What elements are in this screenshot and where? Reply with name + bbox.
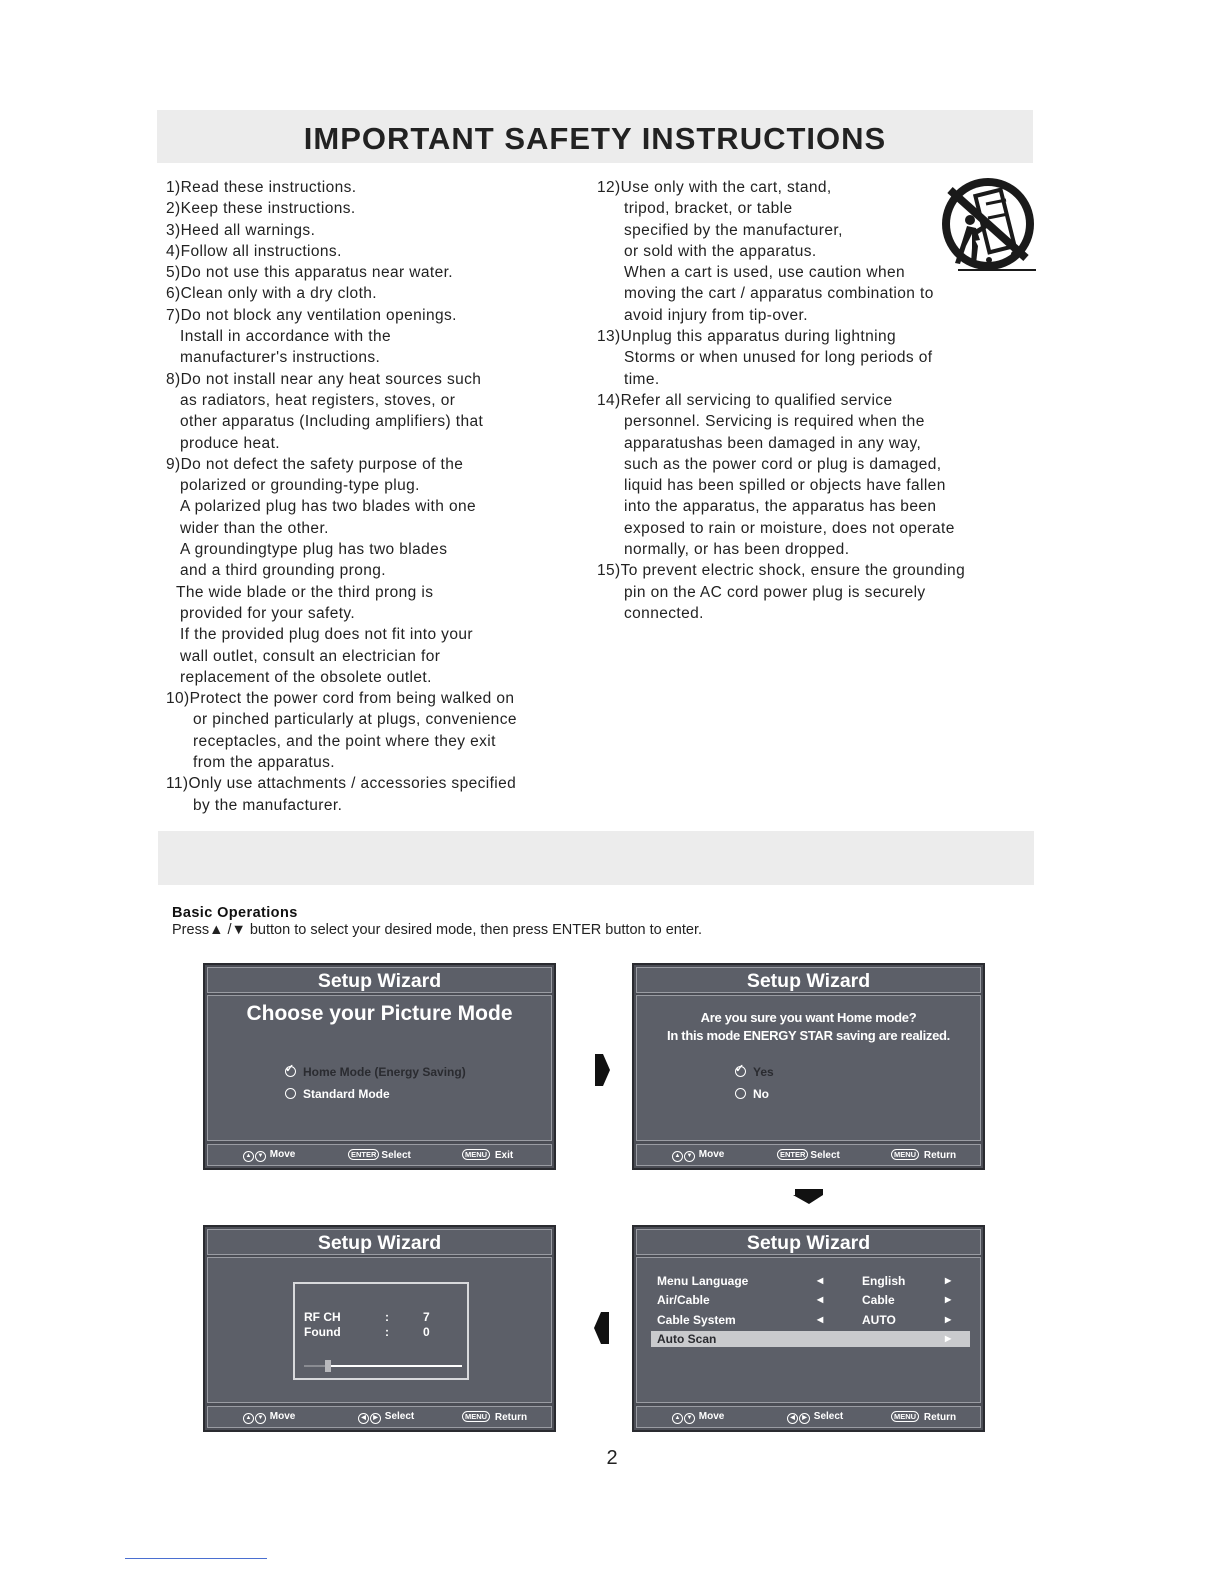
option-yes[interactable]: ✓ Yes	[735, 1063, 774, 1079]
instruction-line: tripod, bracket, or table	[624, 200, 793, 218]
footer-select: ENTER Select	[348, 1149, 411, 1161]
instruction-line: such as the power cord or plug is damaged,	[624, 455, 942, 473]
up-arrow-icon: ▲	[243, 1413, 254, 1424]
option-home-mode[interactable]: ✓ Home Mode (Energy Saving)	[285, 1063, 466, 1079]
footer-rule	[125, 1558, 267, 1559]
left-arrow-icon: ◀	[817, 1276, 824, 1285]
instruction-line: 4)Follow all instructions.	[166, 242, 342, 260]
instruction-line: A groundingtype plug has two blades	[180, 541, 448, 559]
instruction-line: into the apparatus, the apparatus has been	[624, 498, 937, 516]
up-arrow-icon: ▲	[672, 1151, 683, 1162]
footer-select: ◀ ▶ Select	[787, 1411, 843, 1424]
instruction-line: receptacles, and the point where they exit	[193, 732, 496, 750]
instruction-line: A polarized plug has two blades with one	[180, 498, 477, 516]
scan-progress-knob	[325, 1360, 331, 1372]
setting-row-cable-system[interactable]: Cable System ◀ AUTO ▶	[657, 1313, 952, 1327]
rf-channel-value: 7	[423, 1310, 430, 1324]
instruction-line: or sold with the apparatus.	[624, 242, 817, 260]
footer-move: ▲ ▼ Move	[243, 1149, 295, 1162]
screen-body	[207, 1257, 552, 1403]
footer-select: ENTER Select	[777, 1149, 840, 1161]
cart-tip-over-warning-icon	[936, 174, 1040, 278]
found-label: Found	[304, 1325, 341, 1339]
basic-operations-instruction: Press▲ /▼ button to select your desired mode, then press ENTER button to enter.	[172, 922, 703, 938]
instruction-line: avoid injury from tip-over.	[624, 306, 808, 324]
footer-move: ▲ ▼ Move	[672, 1149, 724, 1162]
instruction-line: wall outlet, consult an electrician for	[180, 647, 441, 665]
instruction-line: Storms or when unused for long periods of	[624, 349, 933, 367]
up-arrow-icon: ▲	[672, 1413, 683, 1424]
option-no[interactable]: No	[735, 1087, 769, 1101]
left-arrow-icon: ◀	[358, 1413, 369, 1424]
instruction-line: The wide blade or the third prong is	[176, 583, 434, 601]
instructions-left-column	[166, 177, 586, 816]
instruction-line: When a cart is used, use caution when	[624, 264, 906, 282]
up-arrow-icon: ▲	[243, 1151, 254, 1162]
instruction-line: as radiators, heat registers, stoves, or	[180, 391, 456, 409]
instruction-line: wider than the other.	[180, 519, 329, 537]
scan-progress-track	[304, 1365, 462, 1367]
left-arrow-icon	[593, 1306, 611, 1350]
instruction-line: normally, or has been dropped.	[624, 541, 850, 559]
instruction-line: liquid has been spilled or objects have fallen	[624, 477, 946, 495]
screen-title: Setup Wizard	[207, 967, 552, 993]
page-number: 2	[606, 1447, 618, 1469]
instruction-line: other apparatus (Including amplifiers) that	[180, 413, 484, 431]
instruction-line: produce heat.	[180, 434, 280, 452]
right-arrow-icon	[593, 1048, 611, 1092]
screen-body	[636, 995, 981, 1141]
option-standard-mode[interactable]: Standard Mode	[285, 1087, 390, 1101]
screen-body	[207, 995, 552, 1141]
down-arrow-icon: ▼	[684, 1151, 695, 1162]
instruction-line: moving the cart / apparatus combination to	[624, 285, 934, 303]
menu-key-icon: MENU	[462, 1411, 490, 1422]
screen-title: Setup Wizard	[636, 1229, 981, 1255]
instruction-line: from the apparatus.	[193, 754, 336, 772]
instruction-line: and a third grounding prong.	[180, 562, 386, 580]
screen-footer	[636, 1406, 981, 1428]
confirm-question: Are you sure you want Home mode?	[700, 1010, 917, 1025]
instruction-line: 8)Do not install near any heat sources such	[166, 370, 482, 388]
down-arrow-icon: ▼	[255, 1151, 266, 1162]
footer-move: ▲ ▼ Move	[243, 1411, 295, 1424]
title-band	[157, 110, 1033, 163]
screen-footer	[636, 1144, 981, 1166]
instruction-line: 6)Clean only with a dry cloth.	[166, 285, 378, 303]
instruction-line: 1)Read these instructions.	[166, 179, 357, 196]
setting-row-menu-language[interactable]: Menu Language ◀ English ▶	[657, 1274, 952, 1288]
right-arrow-icon: ▶	[799, 1413, 810, 1424]
section-band	[158, 831, 1034, 885]
instruction-line: 12)Use only with the cart, stand,	[597, 179, 832, 196]
instruction-line: provided for your safety.	[180, 604, 356, 622]
confirm-explanation: In this mode ENERGY STAR saving are realized.	[667, 1028, 950, 1043]
checked-radio-icon: ✓	[735, 1063, 745, 1075]
setting-row-air-cable[interactable]: Air/Cable ◀ Cable ▶	[657, 1293, 952, 1307]
instruction-line: apparatushas been damaged in any way,	[624, 434, 922, 452]
screen-title: Setup Wizard	[636, 967, 981, 993]
scan-status-box	[293, 1282, 469, 1380]
setting-row-auto-scan[interactable]: Auto Scan ▶	[651, 1331, 970, 1347]
right-arrow-icon: ▶	[370, 1413, 381, 1424]
screen-title: Setup Wizard	[207, 1229, 552, 1255]
right-arrow-icon: ▶	[945, 1295, 952, 1304]
colon: :	[385, 1310, 389, 1324]
instruction-line: 15)To prevent electric shock, ensure the grounding	[597, 562, 966, 580]
footer-select: ◀ ▶ Select	[358, 1411, 414, 1424]
instruction-line: If the provided plug does not fit into your	[180, 626, 473, 644]
right-arrow-icon: ▶	[945, 1315, 952, 1324]
colon: :	[385, 1325, 389, 1339]
footer-return: MENU Return	[891, 1411, 956, 1423]
footer-return: MENU Return	[462, 1411, 527, 1423]
page-title: IMPORTANT SAFETY INSTRUCTIONS	[303, 121, 887, 156]
picture-mode-heading: Choose your Picture Mode	[246, 1002, 513, 1025]
instruction-line: replacement of the obsolete outlet.	[180, 668, 432, 686]
down-arrow-icon	[787, 1187, 831, 1205]
instruction-line: connected.	[624, 604, 704, 622]
instruction-line: polarized or grounding-type plug.	[180, 477, 420, 495]
screen-setup-settings	[632, 1225, 985, 1432]
down-arrow-icon: ▼	[255, 1413, 266, 1424]
instruction-line: 5)Do not use this apparatus near water.	[166, 264, 454, 282]
menu-key-icon: MENU	[891, 1149, 919, 1160]
right-arrow-icon: ▶	[945, 1334, 952, 1343]
instruction-line: 3)Heed all warnings.	[166, 221, 316, 239]
instruction-line: 7)Do not block any ventilation openings.	[166, 306, 457, 324]
screen-confirm-home-mode	[632, 963, 985, 1170]
enter-key-icon: ENTER	[348, 1149, 379, 1160]
instruction-line: personnel. Servicing is required when the	[624, 413, 925, 431]
instruction-line: 9)Do not defect the safety purpose of the	[166, 455, 464, 473]
checked-radio-icon: ✓	[285, 1063, 295, 1075]
footer-exit: MENU Exit	[462, 1149, 513, 1161]
instruction-line: 2)Keep these instructions.	[166, 200, 356, 218]
instruction-line: time.	[624, 370, 660, 388]
instruction-line: 13)Unplug this apparatus during lightning	[597, 328, 897, 346]
found-value: 0	[423, 1325, 430, 1339]
instruction-line: pin on the AC cord power plug is securely	[624, 583, 926, 601]
instruction-line: 14)Refer all servicing to qualified service	[597, 391, 893, 409]
screen-picture-mode	[203, 963, 556, 1170]
instruction-line: or pinched particularly at plugs, convenience	[193, 711, 517, 729]
footer-move: ▲ ▼ Move	[672, 1411, 724, 1424]
screen-footer	[207, 1144, 552, 1166]
menu-key-icon: MENU	[462, 1149, 490, 1160]
radio-icon	[735, 1088, 746, 1099]
left-arrow-icon: ◀	[787, 1413, 798, 1424]
left-arrow-icon: ◀	[817, 1295, 824, 1304]
instruction-line: by the manufacturer.	[193, 796, 343, 814]
left-arrow-icon: ◀	[817, 1315, 824, 1324]
screen-channel-scan	[203, 1225, 556, 1432]
screen-body	[636, 1257, 981, 1403]
right-arrow-icon: ▶	[945, 1276, 952, 1285]
radio-icon	[285, 1088, 296, 1099]
footer-return: MENU Return	[891, 1149, 956, 1161]
instruction-line: exposed to rain or moisture, does not operate	[624, 519, 955, 537]
down-arrow-icon: ▼	[684, 1413, 695, 1424]
screen-footer	[207, 1406, 552, 1428]
basic-operations-heading: Basic Operations	[172, 905, 298, 921]
instruction-line: Install in accordance with the	[180, 328, 392, 346]
instruction-line: 11)Only use attachments / accessories specified	[166, 775, 517, 793]
instruction-line: specified by the manufacturer,	[624, 221, 843, 239]
enter-key-icon: ENTER	[777, 1149, 808, 1160]
rf-channel-label: RF CH	[304, 1310, 341, 1324]
instruction-line: 10)Protect the power cord from being walked on	[166, 690, 515, 708]
menu-key-icon: MENU	[891, 1411, 919, 1422]
instruction-line: manufacturer's instructions.	[180, 349, 381, 367]
